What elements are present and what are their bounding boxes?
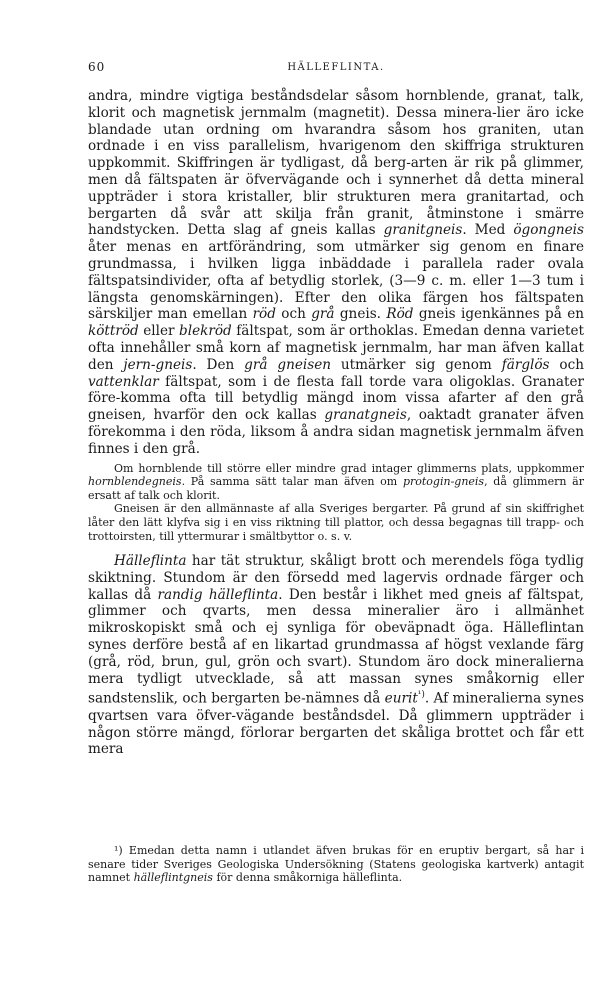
- italic-term: vattenklar: [88, 373, 159, 390]
- italic-term: grå: [311, 306, 335, 323]
- small-print-notes: [88, 462, 584, 544]
- page-number: 60: [88, 60, 106, 74]
- page-header: [88, 56, 584, 76]
- italic-term: grå gneisen: [244, 356, 331, 373]
- footnote-text: ¹) Emedan detta namn i utlandet äfven brukas för en eruptiv bergart, så har i senare tider Sveriges Geologiska Undersökning (Statens geologiska kartverk) antagit namnet hälleflintgneis för denna småkorniga hälleflinta.: [88, 844, 584, 885]
- italic-term: hälleflintgneis: [133, 871, 213, 885]
- running-head: HÄLLEFLINTA.: [287, 62, 385, 73]
- main-text: [88, 88, 584, 758]
- note-hornblendegneis: Om hornblende till större eller mindre grad intager glimmerns plats, uppkommer hornblendegneis. På samma sätt talar man äfven om protogin-gneis, då glimmern är ersatt af talk och klorit.: [88, 461, 584, 502]
- italic-term: köttröd: [88, 323, 139, 340]
- italic-term: protogin-gneis: [402, 475, 485, 489]
- italic-term: blekröd: [179, 323, 232, 340]
- paragraph-gneis-varieties: andra, mindre vigtiga beståndsdelar såsom hornblende, granat, talk, klorit och magnetisk jernmalm (magnetit). Dessa minera-lier äro icke blandade utan ordning om hvarandra såsom hos graniten, utan ordnade i en viss parallelism, hvarigenom den skiffriga strukturen uppkommit. Skiffringen är tydligast, då berg-arten är rik på glimmer, men då fältspaten är öfvervägande och i synnerhet då detta mineral uppträder i stora kristaller, blir strukturen mera granitartad, och bergarten då svår att skilja från granit, åtminstone i smärre handstycken. Detta slag af gneis kallas granitgneis. Med ögongneis åter menas en artförändring, som utmärker sig genom en finare grundmassa, i hvilken ligga inbäddade i parallela rader ovala fältspatsindivider, ofta af betydlig storlek, (3—9 c. m. eller 1—3 tum i längsta genomskärningen). Efter den olika färgen hos fältspaten särskiljer man emellan röd och grå gneis. Röd gneis igenkännes på en köttröd eller blekröd fältspat, som är orthoklas. Emedan denna varietet ofta innehåller små korn af magnetisk jernmalm, har man äfven kallat den jern-gneis. Den grå gneisen utmärker sig genom färglös och vattenklar fältspat, som i de flesta fall torde vara oligoklas. Granater före-komma ofta till betydlig mängd inom vissa afarter af den grå gneisen, hvarför den ock kallas granatgneis, oaktadt granater äfven förekomma i den röda, liksom å andra sidan magnetisk jernmalm äfven finnes i den grå.: [88, 88, 585, 457]
- italic-term: röd: [252, 306, 276, 323]
- italic-term: granitgneis: [383, 222, 463, 239]
- note-gneis-usage: Gneisen är den allmännaste af alla Sveriges bergarter. På grund af sin skiffrighet låter den lätt klyfva sig i en viss riktning till plattor, och dessa begagnas till trapp- och trottoirsten, till yttermurar i smältbyttor o. s. v.: [88, 502, 584, 543]
- italic-term: jern-gneis: [123, 356, 193, 373]
- italic-term: hornblendegneis: [88, 475, 182, 489]
- italic-term: Röd: [386, 306, 414, 323]
- footnote-mark: ¹): [114, 844, 123, 858]
- footnote-reference: ¹): [417, 690, 425, 701]
- italic-term: Hälleflinta: [114, 553, 187, 570]
- italic-term: randig hälleflinta: [157, 586, 279, 603]
- book-page: [88, 56, 584, 885]
- footnote: [88, 844, 584, 885]
- italic-term: granatgneis: [324, 407, 407, 424]
- italic-term: färglös: [501, 356, 550, 373]
- paragraph-halleflinta: Hälleflinta har tät struktur, skåligt brott och merendels föga tydlig skiktning. Stundom är den försedd med lagervis ordnade färger och kallas då randig hälleflinta. Den består i likhet med gneis af fältspat, glimmer och qvarts, men dessa mineralier äro i allmänhet mikroskopiskt små och ej synliga för obeväpnadt öga. Hälleflintan synes derföre bestå af en likartad grundmassa af högst vexlande färg (grå, röd, brun, gul, grön och svart). Stundom äro dock mineralierna mera tydligt utvecklade, så att massan synes småkornig eller sandstenslik, och bergarten be-nämnes då eurit$^{^1)}$. Af mineralierna synes qvartsen vara öfver-vägande beståndsdel. Då glimmern uppträder i någon större mängd, förlorar bergarten det skåliga brottet och får ett mera: [88, 553, 584, 758]
- italic-term: eurit: [384, 691, 418, 707]
- italic-term: ögongneis: [513, 222, 584, 239]
